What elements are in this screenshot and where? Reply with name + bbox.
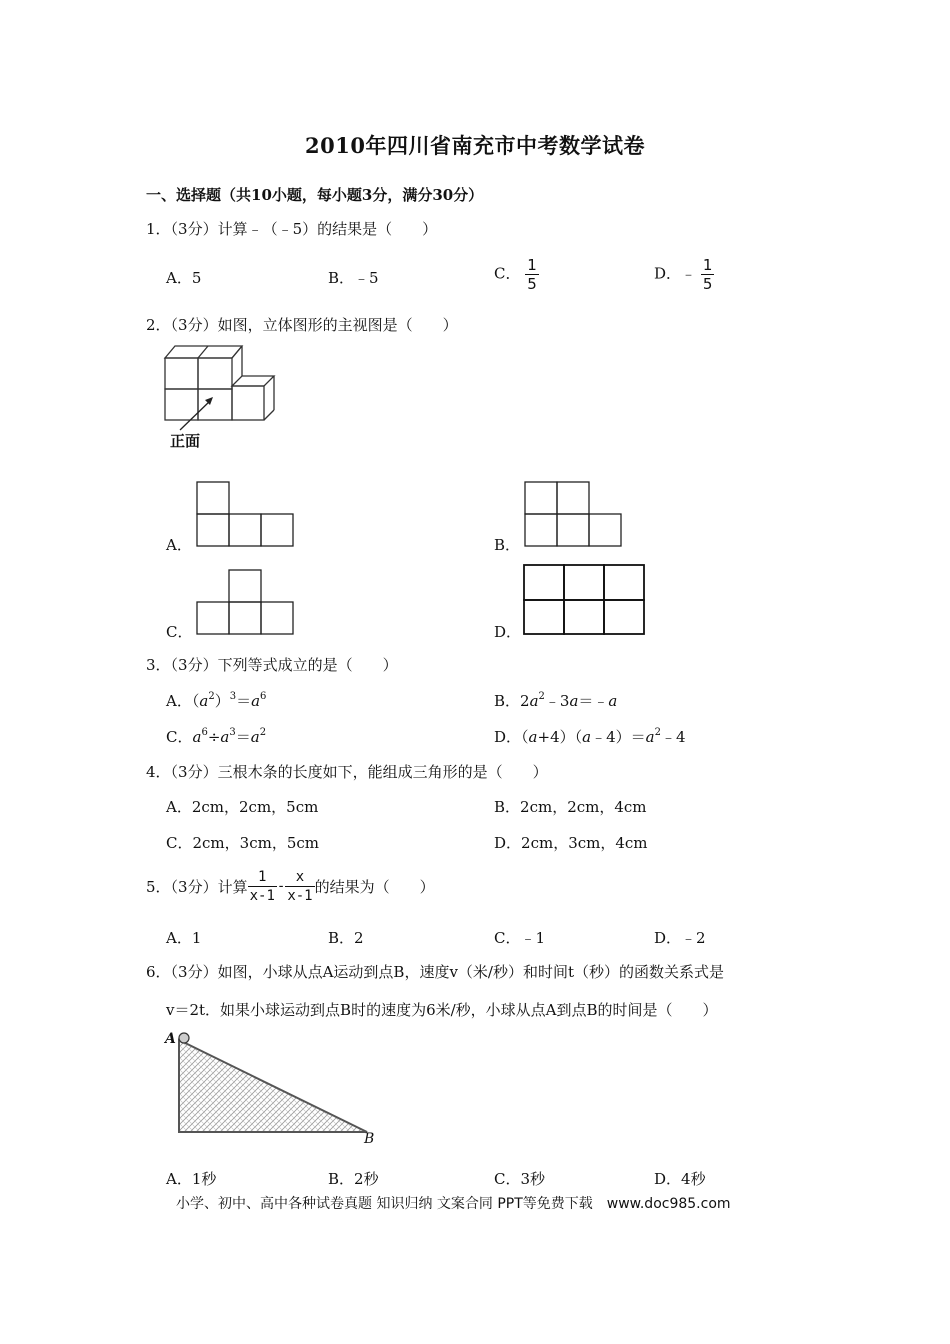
question-6-line-1: 6．（3分）如图，小球从点A运动到点B，速度v（米/秒）和时间t（秒）的函数关系式是: [146, 963, 725, 981]
q4-option-a: A．2cm，2cm，5cm: [166, 798, 319, 816]
q1-option-c: [494, 256, 539, 293]
point-a-label: A: [165, 1031, 176, 1047]
q2-option-b-label: B．: [494, 536, 521, 554]
cube-stack-figure: [160, 338, 280, 418]
q2-option-d-figure: [523, 564, 647, 636]
point-b-label: B: [364, 1131, 375, 1147]
q2-option-a-figure: [196, 481, 296, 547]
fraction-1: [248, 868, 277, 905]
question-6-line-2: v＝2t．如果小球运动到点B时的速度为6米/秒，小球从点A到点B的时间是（ ）: [166, 1001, 718, 1019]
q2-option-b-figure: [524, 481, 624, 547]
q1-option-d: [654, 256, 714, 293]
numerator: 1: [248, 868, 277, 887]
stem-suffix: 的结果为（ ）: [314, 878, 435, 896]
question-5-stem: [146, 868, 435, 905]
question-1-stem: 1．（3分）计算﹣（﹣5）的结果是（ ）: [146, 220, 438, 238]
stem-prefix: 5．（3分）计算: [146, 878, 248, 896]
fraction: [701, 256, 715, 293]
q5-option-b: B．2: [328, 929, 364, 947]
option-label: A．: [166, 269, 192, 287]
option-label: C．: [494, 264, 521, 283]
q3-option-a: A．$(a^2)^3=a^6$: [166, 691, 267, 710]
q1-option-b: [328, 267, 379, 288]
q5-option-a: A．1: [166, 929, 202, 947]
option-label: B．: [494, 692, 521, 710]
section-heading: 一、选择题（共10小题，每小题3分，满分30分）: [146, 186, 484, 204]
q2-option-a-label: A．: [166, 536, 192, 554]
q6-option-b: B．2秒: [328, 1170, 379, 1188]
option-sign: ﹣: [681, 264, 697, 283]
option-value: 5: [191, 269, 202, 287]
option-label: A．: [166, 692, 192, 710]
q3-option-c: C．$a^6\div a^3=a^2$: [166, 727, 267, 746]
q2-option-d-label: D．: [494, 623, 522, 641]
numerator: 1: [702, 256, 713, 274]
question-4-stem: 4．（3分）三根木条的长度如下，能组成三角形的是（ ）: [146, 763, 548, 781]
denominator: 5: [702, 275, 713, 293]
slope-figure: [162, 1028, 382, 1153]
q5-option-c: C．﹣1: [494, 929, 546, 947]
fraction: [525, 256, 539, 293]
q6-option-c: C．3秒: [494, 1170, 546, 1188]
option-label: C．: [166, 728, 193, 746]
option-label: B．: [328, 269, 355, 287]
q4-option-b: B．2cm，2cm，4cm: [494, 798, 647, 816]
footer-watermark: 小学、初中、高中各种试卷真题 知识归纳 文案合同 PPT等免费下载 www.doc985.com: [176, 1196, 731, 1212]
option-label: D．: [494, 728, 522, 746]
question-3-stem: 3．（3分）下列等式成立的是（ ）: [146, 656, 398, 674]
q2-option-c-label: C．: [166, 623, 193, 641]
q5-option-d: D．﹣2: [654, 929, 706, 947]
q6-option-a: A．1秒: [166, 1170, 217, 1188]
denominator: 5: [527, 275, 537, 293]
q2-option-c-figure: [196, 569, 296, 637]
denominator: x-1: [287, 888, 313, 904]
numerator: 1: [527, 256, 537, 274]
q4-option-c: C．2cm，3cm，5cm: [166, 834, 319, 852]
option-value: ﹣5: [354, 269, 379, 287]
numerator: x: [285, 868, 314, 887]
denominator: x-1: [249, 888, 275, 904]
q3-option-d: D．$(a+4)(a﹣4)=a^2﹣4$: [494, 727, 686, 746]
q6-option-d: D．4秒: [654, 1170, 706, 1188]
q1-option-a: [166, 267, 201, 288]
q3-option-b: B．$2a^2﹣3a=﹣a$: [494, 691, 618, 710]
front-view-label: 正面: [170, 432, 201, 450]
fraction-2: [285, 868, 314, 905]
question-2-stem: 2．（3分）如图，立体图形的主视图是（ ）: [146, 316, 458, 334]
q4-option-d: D．2cm，3cm，4cm: [494, 834, 648, 852]
minus-sign: -: [276, 878, 286, 895]
option-label: D．: [654, 264, 682, 283]
ball-icon: [179, 1033, 189, 1043]
page-title: 2010年四川省南充市中考数学试卷: [305, 133, 645, 158]
